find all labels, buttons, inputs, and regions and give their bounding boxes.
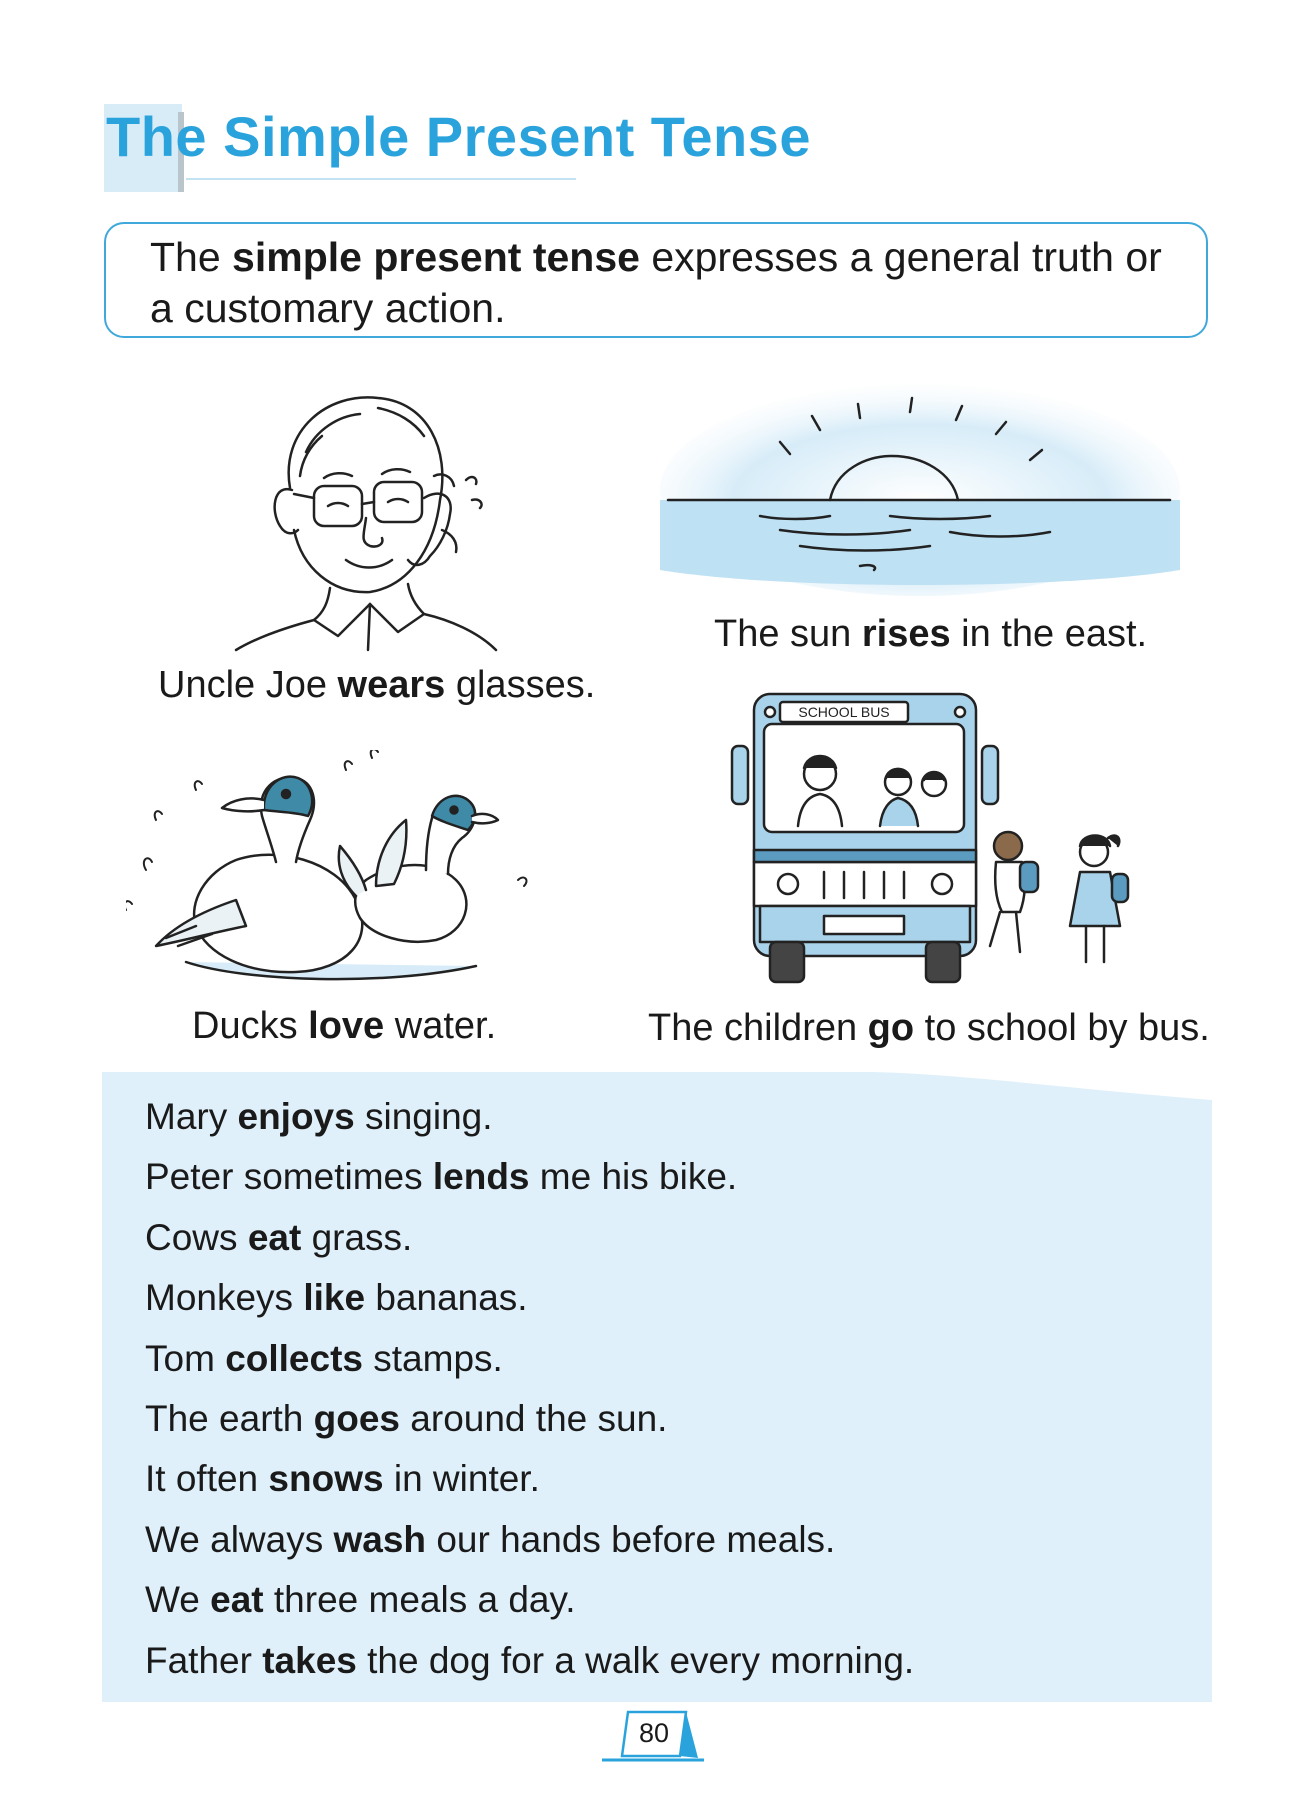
caption-ducks xyxy=(192,1004,496,1048)
definition-term: simple present tense xyxy=(232,234,640,280)
caption-verb: love xyxy=(308,1005,385,1047)
caption-pre: Uncle Joe xyxy=(158,664,338,706)
school-bus-children-icon xyxy=(724,686,1170,992)
definition-pre: The xyxy=(150,234,233,280)
caption-post: in the east. xyxy=(950,613,1148,655)
caption-uncle-joe xyxy=(158,663,595,707)
page-number: 80 xyxy=(638,1718,670,1748)
caption-pre: The sun xyxy=(714,613,862,655)
old-man-adjusting-glasses-icon xyxy=(228,380,503,652)
ducks-splashing-icon xyxy=(126,750,546,990)
caption-verb: go xyxy=(867,1007,915,1049)
examples-list xyxy=(145,1087,914,1691)
title-underline xyxy=(186,178,576,180)
definition-box xyxy=(104,222,1208,338)
caption-post: water. xyxy=(384,1005,497,1047)
caption-children-bus xyxy=(648,1006,1210,1050)
page-title: The Simple Present Tense xyxy=(106,105,811,168)
example-sentence: Monkeys like bananas. xyxy=(145,1277,528,1319)
caption-pre: Ducks xyxy=(192,1005,309,1047)
example-sentence: Peter sometimes lends me his bike. xyxy=(145,1156,738,1198)
caption-verb: rises xyxy=(861,613,951,655)
example-sentence: Cows eat grass. xyxy=(145,1216,413,1258)
definition-post: expresses a general truth or a customary action. xyxy=(150,234,1162,331)
page-number-badge xyxy=(598,1706,708,1764)
example-sentence: We eat three meals a day. xyxy=(145,1579,576,1621)
caption-pre: The children xyxy=(648,1007,868,1049)
example-sentence: It often snows in winter. xyxy=(145,1458,540,1500)
sunrise-over-sea-icon xyxy=(660,370,1180,596)
example-sentence: We always wash our hands before meals. xyxy=(145,1518,836,1560)
example-sentence: Father takes the dog for a walk every morning. xyxy=(145,1639,915,1681)
caption-post: to school by bus. xyxy=(914,1007,1210,1049)
caption-verb: wears xyxy=(337,664,446,706)
example-sentence: Mary enjoys singing. xyxy=(145,1096,493,1137)
caption-sun-rises xyxy=(714,612,1147,656)
bus-sign-text: SCHOOL BUS xyxy=(798,704,890,720)
definition-text xyxy=(150,232,1170,334)
example-sentence: Tom collects stamps. xyxy=(145,1337,503,1379)
title-block xyxy=(104,104,811,192)
caption-post: glasses. xyxy=(445,664,596,706)
example-sentence: The earth goes around the sun. xyxy=(145,1397,668,1439)
